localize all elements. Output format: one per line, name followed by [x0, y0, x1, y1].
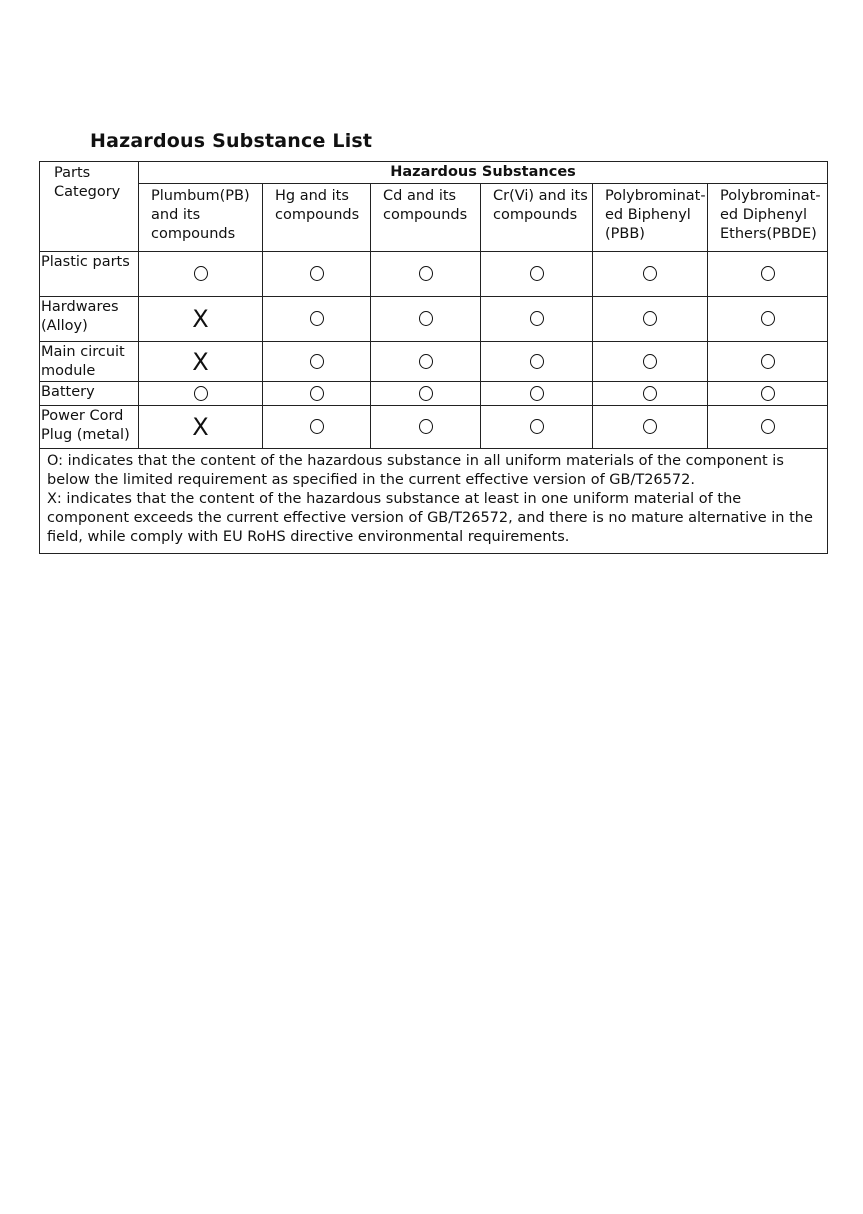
x-mark-icon: X: [192, 347, 209, 376]
o-mark-icon: [643, 266, 657, 281]
o-mark-icon: [419, 386, 433, 401]
table-cell: [139, 342, 263, 382]
table-cell: [593, 297, 708, 342]
page-title: Hazardous Substance List: [90, 130, 373, 152]
table-cell: [593, 342, 708, 382]
table-cell: [708, 297, 828, 342]
table-row: [40, 382, 828, 406]
row-label-hardwares: Hardwares (Alloy): [40, 297, 139, 342]
table-cell: [139, 406, 263, 449]
table-notes-row: [40, 449, 828, 554]
table-cell: [593, 406, 708, 449]
table-cell: [263, 382, 371, 406]
table-cell: [371, 252, 481, 297]
table-cell: [481, 297, 593, 342]
parts-category-header: Parts Category: [40, 162, 139, 252]
row-label-main-circuit-module: Main circuit module: [40, 342, 139, 382]
o-mark-icon: [530, 386, 544, 401]
table-cell: [708, 382, 828, 406]
column-header-cd: Cd and its compounds: [371, 184, 481, 252]
table-cell: [371, 382, 481, 406]
o-mark-icon: [419, 419, 433, 434]
table-cell: [263, 406, 371, 449]
row-label-battery: Battery: [40, 382, 139, 406]
o-mark-icon: [310, 266, 324, 281]
table-cell: [263, 342, 371, 382]
o-mark-icon: [761, 386, 775, 401]
o-mark-icon: [310, 419, 324, 434]
column-header-pb: Plumbum(PB) and its compounds: [139, 184, 263, 252]
table-cell: [481, 382, 593, 406]
table-cell: [481, 342, 593, 382]
o-mark-icon: [419, 354, 433, 369]
o-mark-icon: [310, 311, 324, 326]
o-mark-icon: [310, 354, 324, 369]
o-mark-icon: [194, 386, 208, 401]
o-mark-icon: [530, 311, 544, 326]
table-row: [40, 297, 828, 342]
column-header-crvi: Cr(Vi) and its compounds: [481, 184, 593, 252]
o-mark-icon: [643, 386, 657, 401]
legend-notes: [40, 449, 828, 554]
x-mark-icon: X: [192, 305, 209, 333]
column-header-pbb: Polybrominat- ed Biphenyl (PBB): [593, 184, 708, 252]
o-mark-icon: [530, 354, 544, 369]
table-cell: [371, 406, 481, 449]
table-cell: [139, 297, 263, 342]
table-cell: [481, 406, 593, 449]
table-cell: [481, 252, 593, 297]
table-cell: [593, 382, 708, 406]
o-mark-icon: [761, 419, 775, 434]
table-row: [40, 252, 828, 297]
table-cell: [708, 252, 828, 297]
table-cell: [139, 382, 263, 406]
o-mark-icon: [761, 266, 775, 281]
hazardous-substances-header: Hazardous Substances: [139, 162, 828, 184]
table-cell: [708, 342, 828, 382]
o-mark-icon: [419, 266, 433, 281]
o-mark-icon: [530, 266, 544, 281]
table-cell: [593, 252, 708, 297]
note-o: O: indicates that the content of the hazardous substance in all uniform materials of the component is below the limited requirement as specified in the current effective version of GB/T26572.: [47, 453, 784, 488]
o-mark-icon: [194, 266, 208, 281]
column-header-hg: Hg and its compounds: [263, 184, 371, 252]
table-cell: [371, 342, 481, 382]
x-mark-icon: X: [192, 413, 209, 441]
o-mark-icon: [419, 311, 433, 326]
o-mark-icon: [310, 386, 324, 401]
hazardous-substance-table: [39, 161, 828, 554]
table-row: [40, 406, 828, 449]
o-mark-icon: [643, 311, 657, 326]
o-mark-icon: [761, 311, 775, 326]
column-header-pbde: Polybrominat- ed Diphenyl Ethers(PBDE): [708, 184, 828, 252]
table-cell: [371, 297, 481, 342]
table-cell: [139, 252, 263, 297]
table-row: [40, 342, 828, 382]
o-mark-icon: [761, 354, 775, 369]
row-label-power-cord-plug: Power Cord Plug (metal): [40, 406, 139, 449]
row-label-plastic-parts: Plastic parts: [40, 252, 139, 297]
table-cell: [263, 297, 371, 342]
table-cell: [708, 406, 828, 449]
o-mark-icon: [530, 419, 544, 434]
table-cell: [263, 252, 371, 297]
note-x: X: indicates that the content of the hazardous substance at least in one uniform material of the component exceeds the current effective version of GB/T26572, and there is no mature alternative in the field, while comply with EU RoHS directive environmental requirements.: [47, 491, 813, 545]
o-mark-icon: [643, 419, 657, 434]
o-mark-icon: [643, 354, 657, 369]
